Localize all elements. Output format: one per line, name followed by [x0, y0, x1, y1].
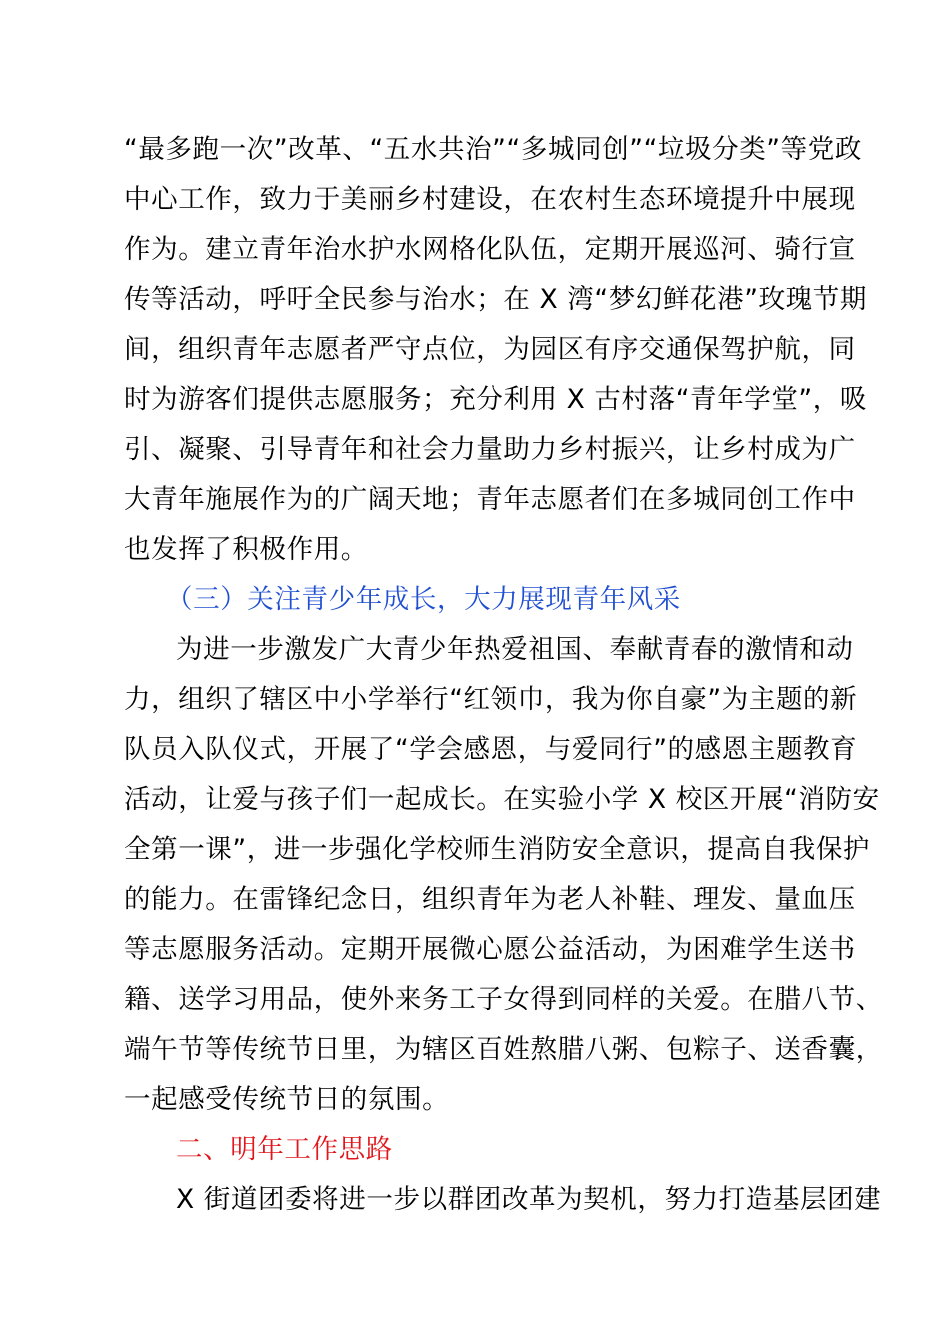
body-text-line: 作为。建立青年治水护水网格化队伍，定期开展巡河、骑行宣	[124, 234, 856, 265]
body-text-line: X 街道团委将进一步以群团改革为契机，努力打造基层团建	[176, 1184, 882, 1215]
body-text-line: 间，组织青年志愿者严守点位，为园区有序交通保驾护航，同	[124, 334, 856, 365]
body-text-line: 为进一步激发广大青少年热爱祖国、奉献青春的激情和动	[176, 634, 854, 665]
body-text-line: 活动，让爱与孩子们一起成长。在实验小学 X 校区开展“消防安	[124, 784, 880, 815]
body-text-line: 全第一课”，进一步强化学校师生消防安全意识，提高自我保护	[124, 834, 871, 865]
body-text-line: “最多跑一次”改革、“五水共治”“多城同创”“垃圾分类”等党政	[124, 134, 862, 165]
body-text-line: 时为游客们提供志愿服务；充分利用 X 古村落“青年学堂”，吸	[124, 384, 867, 415]
body-text-line: 队员入队仪式，开展了“学会感恩，与爱同行”的感恩主题教育	[124, 734, 858, 765]
body-text-line: 大青年施展作为的广阔天地；青年志愿者们在多城同创工作中	[124, 484, 856, 515]
body-text-line: 等志愿服务活动。定期开展微心愿公益活动，为困难学生送书	[124, 934, 856, 965]
section-heading-2: 二、明年工作思路	[176, 1134, 393, 1165]
body-text-line: 也发挥了积极作用。	[124, 534, 368, 565]
section-heading-3: （三）关注青少年成长，大力展现青年风采	[166, 584, 681, 615]
body-text-line: 力，组织了辖区中小学举行“红领巾，我为你自豪”为主题的新	[124, 684, 858, 715]
body-text-line: 中心工作，致力于美丽乡村建设，在农村生态环境提升中展现	[124, 184, 856, 215]
body-text-line: 的能力。在雷锋纪念日，组织青年为老人补鞋、理发、量血压	[124, 884, 856, 915]
body-text-line: 引、凝聚、引导青年和社会力量助力乡村振兴，让乡村成为广	[124, 434, 856, 465]
body-text-line: 端午节等传统节日里，为辖区百姓熬腊八粥、包粽子、送香囊，	[124, 1034, 883, 1065]
body-text-line: 籍、送学习用品，使外来务工子女得到同样的关爱。在腊八节、	[124, 984, 883, 1015]
body-text-line: 一起感受传统节日的氛围。	[124, 1084, 450, 1115]
body-text-line: 传等活动，呼吁全民参与治水；在 X 湾“梦幻鲜花港”玫瑰节期	[124, 284, 867, 315]
